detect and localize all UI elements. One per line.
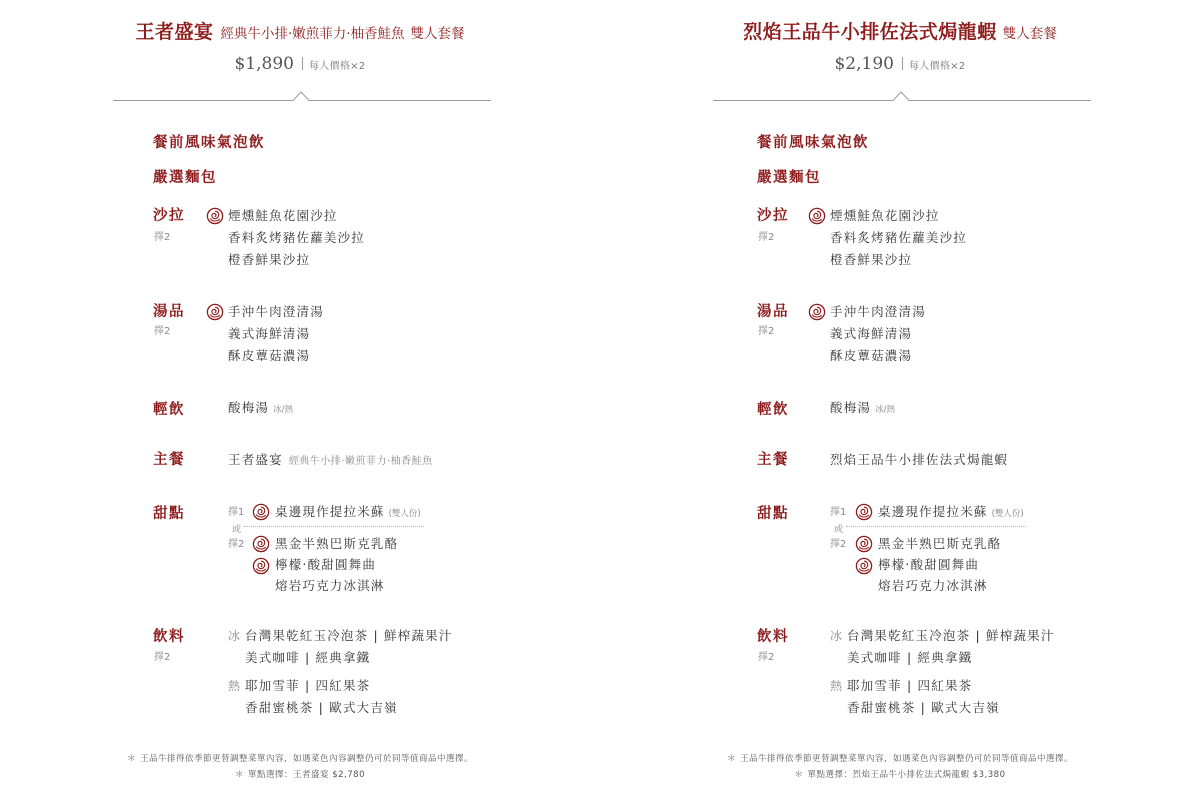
drink-heading: 飲料: [153, 629, 185, 645]
light-drink-name: 酸梅湯: [228, 400, 270, 415]
price: $1,890: [234, 54, 294, 74]
salad-item: 煙燻鮭魚花園沙拉: [228, 208, 338, 223]
drink-hot-label: 熱: [228, 679, 241, 693]
menu-subtitle: 經典牛小排‧嫩煎菲力‧柚香鮭魚: [220, 26, 405, 42]
drink-hot-label: 熱: [830, 679, 843, 693]
drink-hot-line: 耶加雪菲 | 四紅果茶: [245, 678, 371, 693]
light-drink-item: [830, 398, 895, 420]
dessert-pick2: 擇2: [228, 539, 245, 550]
main-course-heading: 主餐: [153, 452, 185, 468]
drink-pick-count: 擇2: [154, 652, 171, 663]
main-course-name: 烈焰王品牛小排佐法式焗龍蝦: [830, 452, 1009, 467]
dessert-option2-item: 熔岩巧克力冰淇淋: [275, 578, 385, 593]
menu-title-row: [0, 18, 600, 48]
footnote-seasonal-text: 王品牛排得依季節更替調整菜單內容，如遇菜色內容調整仍可於同等值商品中選擇。: [140, 754, 474, 764]
bread-heading: 嚴選麵包: [757, 170, 821, 186]
asterisk-icon: ＊: [794, 770, 804, 780]
price-note: 每人價格×2: [308, 61, 366, 72]
soup-heading: 湯品: [757, 304, 789, 320]
drink-pick-count: 擇2: [758, 652, 775, 663]
price-note: 每人價格×2: [908, 61, 966, 72]
drink-hot-line: 香甜蜜桃茶 | 歐式大吉嶺: [847, 700, 1000, 715]
rose-icon: [206, 303, 224, 321]
dessert-option1: [275, 502, 421, 524]
dessert-option2-item: 黑金半熟巴斯克乳酪: [878, 536, 1002, 551]
title-divider: [713, 90, 1091, 102]
footnote-a-la-carte-text: 單點選擇：王者盛宴 $2,780: [248, 770, 365, 780]
dessert-option2-item: 熔岩巧克力冰淇淋: [878, 578, 988, 593]
salad-pick-count: 擇2: [154, 232, 171, 243]
menu-tag: 雙人套餐: [410, 26, 465, 42]
light-drink-item: [228, 398, 293, 420]
dessert-option2-item: 黑金半熟巴斯克乳酪: [275, 536, 399, 551]
drink-cold-label: 冰: [830, 629, 843, 643]
dessert-option2-item: 檸檬‧酸甜圓舞曲: [878, 557, 980, 572]
main-course-item: [830, 450, 1008, 470]
salad-item: 香料炙烤豬佐蘿美沙拉: [228, 230, 366, 245]
footnote-a-la-carte: [600, 768, 1200, 782]
light-drink-heading: 輕飲: [757, 402, 789, 418]
dessert-option1-name: 桌邊現作提拉米蘇: [878, 504, 988, 519]
soup-item: 酥皮蕈菇濃湯: [830, 348, 913, 363]
salad-item: 煙燻鮭魚花園沙拉: [830, 208, 940, 223]
dessert-option1-note: (雙人份): [991, 509, 1024, 519]
salad-heading: 沙拉: [153, 208, 185, 224]
footnote-a-la-carte: [0, 768, 600, 782]
dessert-heading: 甜點: [757, 506, 789, 522]
main-course-note: 經典牛小排‧嫩煎菲力‧柚香鮭魚: [288, 456, 433, 467]
drink-cold-line: 台灣果乾紅玉冷泡茶 | 鮮榨蔬果汁: [245, 628, 453, 643]
menu-title: 烈焰王品牛小排佐法式焗龍蝦: [743, 21, 997, 43]
drink-cold-label: 冰: [228, 629, 241, 643]
rose-icon: [252, 557, 270, 575]
dessert-option1-note: (雙人份): [388, 509, 421, 519]
light-drink-note: 冰/熱: [273, 405, 293, 415]
light-drink-name: 酸梅湯: [830, 400, 872, 415]
drink-hot-line: 耶加雪菲 | 四紅果茶: [847, 678, 973, 693]
soup-item: 酥皮蕈菇濃湯: [228, 348, 311, 363]
light-drink-heading: 輕飲: [153, 402, 185, 418]
dessert-or: 或: [232, 525, 242, 535]
dessert-option1: [878, 502, 1024, 524]
drink-cold-line: 美式咖啡 | 經典拿鐵: [847, 650, 973, 665]
rose-icon: [808, 303, 826, 321]
soup-pick-count: 擇2: [758, 326, 775, 337]
rose-icon: [855, 535, 873, 553]
bread-heading: 嚴選麵包: [153, 170, 217, 186]
price-separator: [302, 57, 303, 70]
pre-drink-heading: 餐前風味氣泡飲: [757, 135, 869, 151]
footnote-seasonal: [0, 752, 600, 766]
main-course-item: [228, 450, 433, 472]
asterisk-icon: ＊: [235, 770, 245, 780]
drink-cold-line: 台灣果乾紅玉冷泡茶 | 鮮榨蔬果汁: [847, 628, 1055, 643]
rose-icon: [252, 503, 270, 521]
dessert-option1-name: 桌邊現作提拉米蘇: [275, 504, 385, 519]
salad-heading: 沙拉: [757, 208, 789, 224]
dessert-dotted-divider: [846, 526, 1026, 527]
dessert-pick2: 擇2: [830, 539, 847, 550]
drink-heading: 飲料: [757, 629, 789, 645]
dessert-pick1: 擇1: [228, 507, 245, 518]
rose-icon: [206, 207, 224, 225]
pre-drink-heading: 餐前風味氣泡飲: [153, 135, 265, 151]
soup-item: 手沖牛肉澄清湯: [228, 304, 324, 319]
drink-hot-line: 香甜蜜桃茶 | 歐式大吉嶺: [245, 700, 398, 715]
footnote-seasonal: [600, 752, 1200, 766]
soup-item: 義式海鮮清湯: [830, 326, 913, 341]
dessert-option2-item: 檸檬‧酸甜圓舞曲: [275, 557, 377, 572]
set-menu-flame-short-rib-lobster: [600, 0, 1200, 800]
footnote-a-la-carte-text: 單點選擇：烈焰王品牛小排佐法式焗龍蝦 $3,380: [807, 770, 1006, 780]
soup-item: 義式海鮮清湯: [228, 326, 311, 341]
salad-item: 香料炙烤豬佐蘿美沙拉: [830, 230, 968, 245]
salad-item: 橙香鮮果沙拉: [830, 252, 913, 267]
asterisk-icon: ＊: [726, 754, 736, 764]
price-separator: [902, 57, 903, 70]
dessert-pick1: 擇1: [830, 507, 847, 518]
drink-cold-line: 美式咖啡 | 經典拿鐵: [245, 650, 371, 665]
menu-title-row: [600, 18, 1200, 48]
dessert-or: 或: [834, 525, 844, 535]
menu-title: 王者盛宴: [135, 21, 214, 43]
price-row: [600, 52, 1200, 79]
asterisk-icon: ＊: [126, 754, 136, 764]
soup-pick-count: 擇2: [154, 326, 171, 337]
rose-icon: [252, 535, 270, 553]
dessert-dotted-divider: [244, 526, 424, 527]
rose-icon: [808, 207, 826, 225]
footnote-seasonal-text: 王品牛排得依季節更替調整菜單內容，如遇菜色內容調整仍可於同等值商品中選擇。: [740, 754, 1074, 764]
title-divider: [113, 90, 491, 102]
dessert-heading: 甜點: [153, 506, 185, 522]
price: $2,190: [834, 54, 894, 74]
price-row: [0, 52, 600, 79]
rose-icon: [855, 503, 873, 521]
soup-item: 手沖牛肉澄清湯: [830, 304, 926, 319]
soup-heading: 湯品: [153, 304, 185, 320]
salad-pick-count: 擇2: [758, 232, 775, 243]
menu-tag: 雙人套餐: [1002, 26, 1057, 42]
rose-icon: [855, 557, 873, 575]
main-course-name: 王者盛宴: [228, 452, 283, 467]
main-course-heading: 主餐: [757, 452, 789, 468]
salad-item: 橙香鮮果沙拉: [228, 252, 311, 267]
light-drink-note: 冰/熱: [875, 405, 895, 415]
